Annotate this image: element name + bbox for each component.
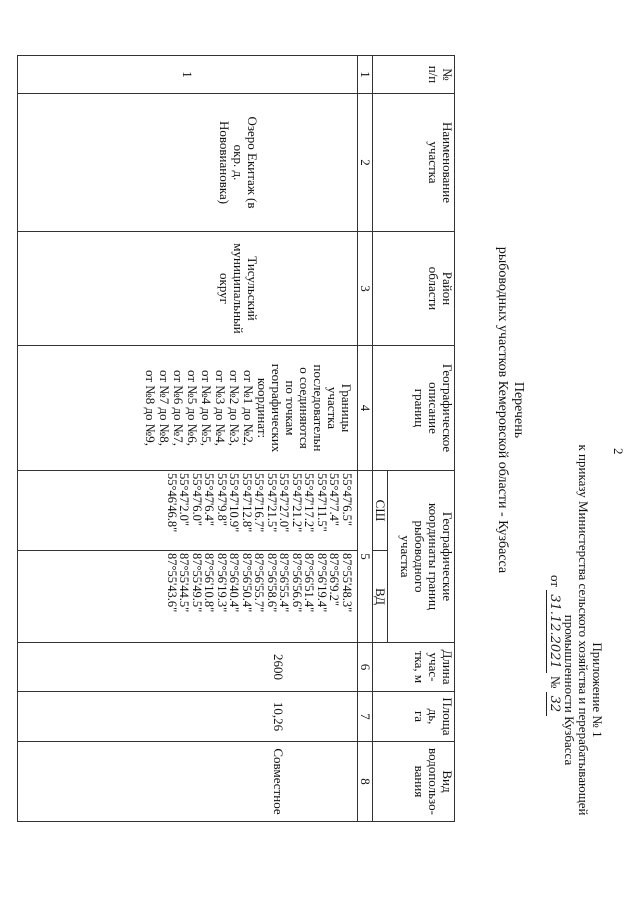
- header-use-type: Вид водопользо- вания: [373, 742, 455, 822]
- index-cell: 5: [358, 471, 373, 643]
- header-coordinates: Географические координаты границ рыбоводного участка: [388, 471, 455, 643]
- index-cell: 1: [358, 56, 373, 94]
- appendix-line2: к приказу Министерства сельского хозяйства и перерабатывающей: [576, 444, 591, 816]
- row-area: 10,26: [18, 692, 358, 742]
- index-cell: 3: [358, 232, 373, 346]
- appendix-date-value: 31.12.2021: [546, 590, 562, 672]
- index-cell: 8: [358, 742, 373, 822]
- plots-table: [17, 55, 455, 822]
- index-cell: 6: [358, 643, 373, 692]
- row-longitudes: 87°55'48.3" 87°56'9.2" 87°56'19.4" 87°56'51.4" 87°56'56.6" 87°56'55.4" 87°56'58.6" 87°56'55.7" 87°56'50.4" 87°56'40.4" 87°56'19.3" 87°56'10.8" 87°55'49.5" 87°55'44.5" 87°55'43.6": [18, 551, 358, 643]
- row-use-type: Совместное: [18, 742, 358, 822]
- index-cell: 2: [358, 94, 373, 232]
- appendix-date-prefix: от: [548, 575, 563, 588]
- row-description: Границы участка последовательн о соединяются по точкам географических координат: от №1 до №2, от №2 до №3, от №3 до №4, от №4 до №5, от №5 до №6, от №6 до №7, от №7 до №8, от №8 до №9,: [18, 346, 358, 471]
- table-row: [18, 56, 358, 822]
- header-lon: ВД: [373, 551, 388, 643]
- header-lat: СШ: [373, 471, 388, 551]
- header-district: Район области: [373, 232, 455, 346]
- row-num: 1: [18, 56, 358, 94]
- appendix-line3: промышленности Кузбасса: [562, 614, 577, 766]
- appendix-num-value: 32: [546, 692, 562, 717]
- page-number: 2: [611, 448, 626, 455]
- header-num: № п/п: [373, 56, 455, 94]
- header-length: Длина учас- тка, м: [373, 643, 455, 692]
- header-area: Площа дь, га: [373, 692, 455, 742]
- header-row: [388, 56, 455, 822]
- appendix-line1: Приложение № 1: [590, 642, 605, 738]
- row-district: Тисульский муниципальный округ: [18, 232, 358, 346]
- row-name: Озеро Екитаж (в окр. д. Нововиановка): [18, 94, 358, 232]
- title-line2: рыбоводных участков Кемеровской области - Кузбасса: [495, 246, 510, 574]
- row-latitudes: 55°47'6.5" 55°47'7.4" 55°47'11.5" 55°47'17.2" 55°47'21.2" 55°47'27.0" 55°47'21.5" 55°47'16.7" 55°47'12.8" 55°47'10.9" 55°47'9.8" 55°47'6.4" 55°47'6.0" 55°47'2.0" 55°46'46.8": [18, 471, 358, 551]
- index-cell: 4: [358, 346, 373, 471]
- appendix-date-line: [547, 575, 562, 716]
- title-line1: Перечень: [511, 381, 526, 439]
- index-row: [358, 56, 373, 822]
- row-length: 2600: [18, 643, 358, 692]
- header-name: Наименование участка: [373, 94, 455, 232]
- index-cell: 7: [358, 692, 373, 742]
- appendix-num-prefix: №: [548, 675, 563, 689]
- header-description: Географическое описание границ: [373, 346, 455, 471]
